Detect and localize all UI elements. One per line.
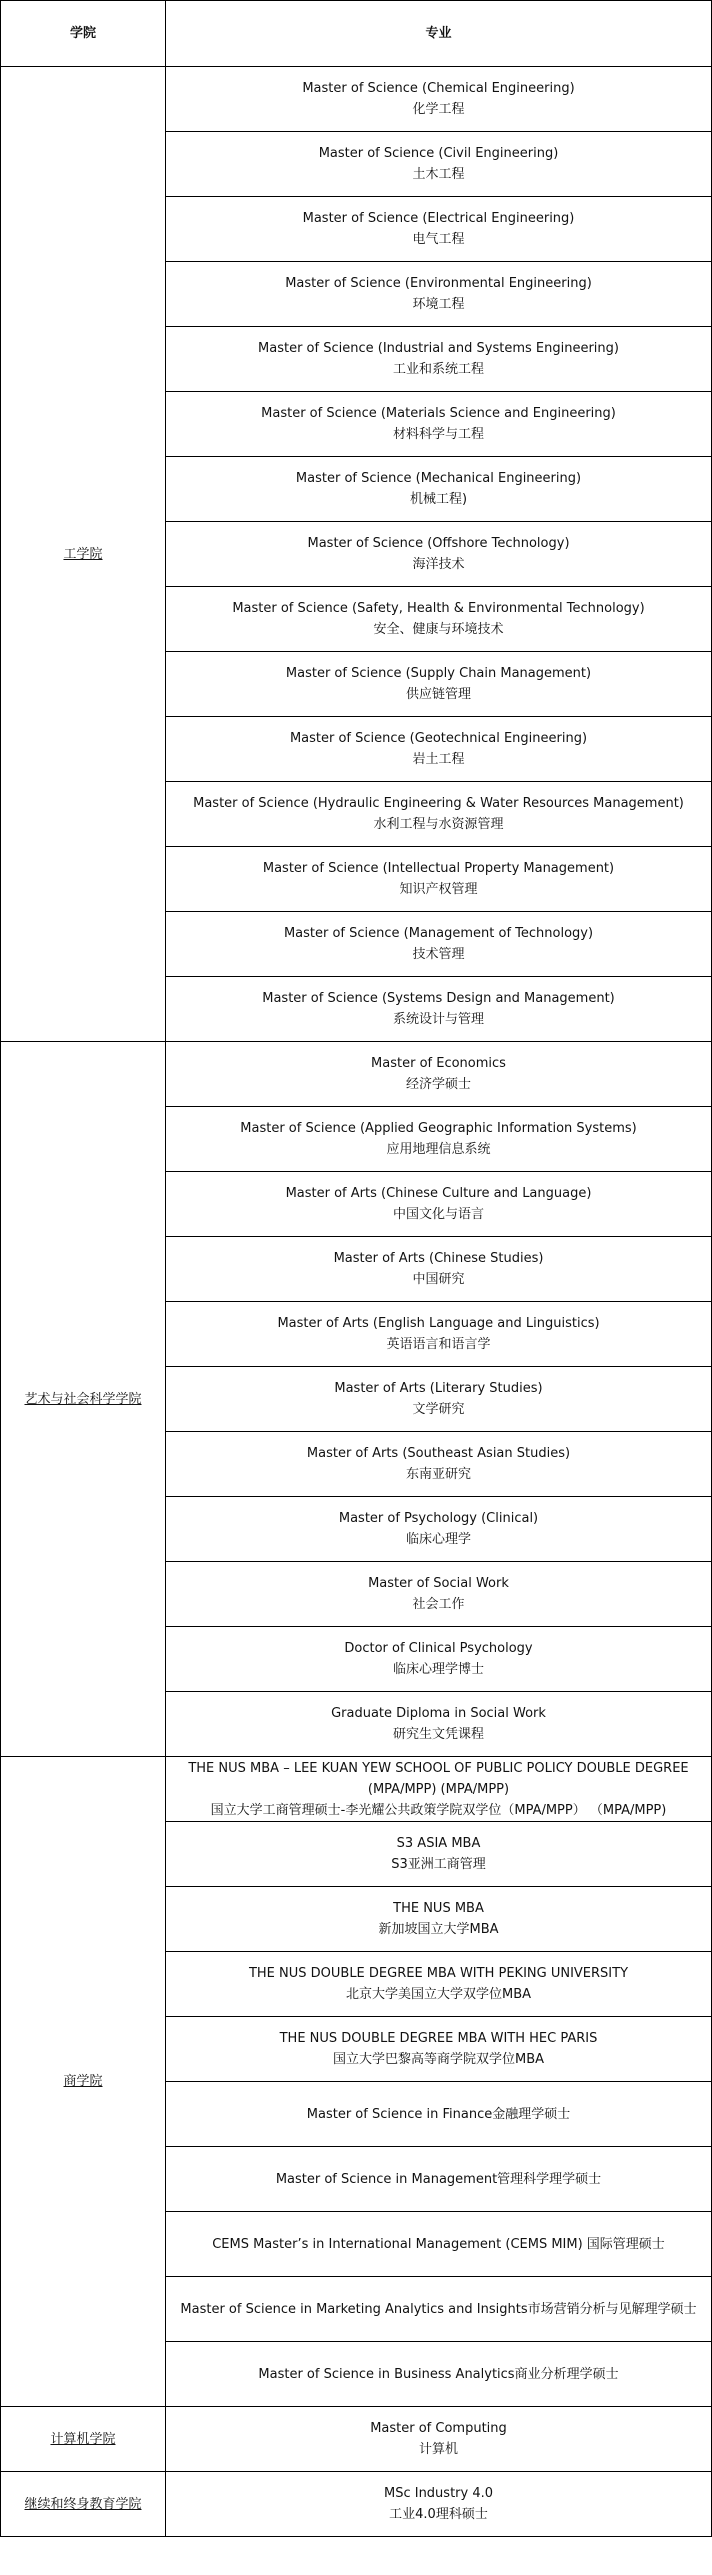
major-cell — [166, 2342, 712, 2407]
major-cell — [166, 1042, 712, 1107]
major-cell — [166, 2017, 712, 2082]
major-name-en: THE NUS MBA – LEE KUAN YEW SCHOOL OF PUBLIC POLICY DOUBLE DEGREE (MPA/MPP) (MPA/MPP) — [188, 1760, 689, 1797]
major-name-en: THE NUS DOUBLE DEGREE MBA WITH PEKING UNIVERSITY — [248, 1966, 629, 1981]
major-name-en: Master of Science (Mechanical Engineering) — [295, 471, 582, 486]
major-name-zh: 经济学硕士 — [405, 1077, 471, 1092]
major-cell — [166, 1302, 712, 1367]
major-name-en: Master of Arts (Chinese Culture and Language) — [285, 1186, 592, 1201]
major-name-zh: 岩土工程 — [412, 752, 465, 767]
major-name-en: Master of Science (Systems Design and Management) — [262, 991, 615, 1006]
major-name-en: Master of Arts (Chinese Studies) — [333, 1251, 544, 1266]
major-name-zh: 水利工程与水资源管理 — [373, 817, 504, 832]
major-name-zh: 安全、健康与环境技术 — [373, 622, 504, 637]
major-name-zh: S3亚洲工商管理 — [391, 1857, 486, 1872]
major-name-en: Graduate Diploma in Social Work — [331, 1706, 546, 1721]
major-name-en: MSc Industry 4.0 — [383, 2486, 494, 2501]
major-name-en: Master of Science (Environmental Engineering) — [285, 276, 592, 291]
major-cell — [166, 132, 712, 197]
major-cell — [166, 2147, 712, 2212]
table-row — [1, 1757, 712, 1822]
major-cell — [166, 1107, 712, 1172]
major-name-en: Master of Science (Electrical Engineering) — [302, 211, 575, 226]
major-name-zh: 文学研究 — [412, 1402, 465, 1417]
school-name-link[interactable]: 艺术与社会科学学院 — [1, 1042, 166, 1757]
major-name-zh: 社会工作 — [412, 1597, 465, 1612]
header-row — [1, 1, 712, 67]
major-name-zh: 临床心理学博士 — [392, 1662, 484, 1677]
major-name-zh: 化学工程 — [412, 102, 465, 117]
major-cell — [166, 197, 712, 262]
major-cell — [166, 1237, 712, 1302]
table-row — [1, 2472, 712, 2537]
major-name-en: Master of Science in Management管理科学理学硕士 — [275, 2171, 602, 2187]
major-name-zh: 国立大学工商管理硕士-李光耀公共政策学院双学位（MPA/MPP） （MPA/MPP) — [210, 1802, 667, 1818]
major-name-zh: 工业4.0理科硕士 — [389, 2507, 488, 2522]
major-cell — [166, 457, 712, 522]
school-name-link[interactable]: 继续和终身教育学院 — [1, 2472, 166, 2537]
major-cell — [166, 2277, 712, 2342]
major-name-zh: 英语语言和语言学 — [386, 1337, 491, 1352]
major-name-zh: 材料科学与工程 — [392, 427, 484, 442]
major-cell — [166, 2212, 712, 2277]
major-cell — [166, 1692, 712, 1757]
school-name-link[interactable]: 商学院 — [1, 1757, 166, 2407]
major-name-zh: 中国文化与语言 — [392, 1207, 484, 1222]
major-name-en: Master of Science (Management of Technology) — [283, 926, 594, 941]
major-name-en: Master of Science (Intellectual Property Management) — [262, 861, 615, 876]
major-cell — [166, 782, 712, 847]
major-name-zh: 电气工程 — [412, 232, 465, 247]
major-name-en: Master of Social Work — [368, 1576, 509, 1591]
major-name-en: Master of Arts (Southeast Asian Studies) — [306, 1446, 571, 1461]
major-name-zh: 工业和系统工程 — [392, 362, 484, 377]
major-name-en: Master of Science in Business Analytics商业分析理学硕士 — [258, 2366, 619, 2382]
major-name-en: Master of Science (Materials Science and Engineering) — [261, 406, 616, 421]
major-cell — [166, 2407, 712, 2472]
major-cell — [166, 1887, 712, 1952]
table-row — [1, 67, 712, 132]
major-name-zh: 北京大学美国立大学双学位MBA — [345, 1987, 532, 2002]
major-cell — [166, 847, 712, 912]
major-name-en: Master of Science (Geotechnical Engineering) — [289, 731, 588, 746]
major-cell — [166, 1432, 712, 1497]
major-cell — [166, 1172, 712, 1237]
major-name-en: Master of Science (Civil Engineering) — [318, 146, 559, 161]
major-column-header: 专业 — [166, 1, 712, 67]
major-cell — [166, 1952, 712, 2017]
major-name-en: Master of Computing — [370, 2421, 507, 2436]
major-name-en: Master of Science (Hydraulic Engineering & Water Resources Management) — [193, 796, 684, 811]
major-cell — [166, 1497, 712, 1562]
major-cell — [166, 977, 712, 1042]
major-name-en: CEMS Master’s in International Management (CEMS MIM) 国际管理硕士 — [212, 2236, 665, 2252]
major-cell — [166, 1627, 712, 1692]
major-name-zh: 新加坡国立大学MBA — [378, 1922, 499, 1937]
major-name-en: Master of Science (Chemical Engineering) — [302, 81, 575, 96]
major-name-zh: 技术管理 — [412, 947, 465, 962]
major-name-zh: 临床心理学 — [405, 1532, 471, 1547]
major-name-en: Master of Economics — [371, 1056, 506, 1071]
major-cell — [166, 1822, 712, 1887]
major-name-en: Master of Arts (Literary Studies) — [334, 1381, 543, 1396]
major-name-en: Doctor of Clinical Psychology — [344, 1641, 533, 1656]
major-cell — [166, 262, 712, 327]
major-name-zh: 知识产权管理 — [399, 882, 478, 897]
major-name-en: Master of Arts (English Language and Linguistics) — [277, 1316, 600, 1331]
major-cell — [166, 587, 712, 652]
school-column-header: 学院 — [1, 1, 166, 67]
major-cell — [166, 1757, 712, 1822]
major-name-zh: 东南亚研究 — [405, 1467, 471, 1482]
major-name-zh: 供应链管理 — [405, 687, 471, 702]
table-row — [1, 1042, 712, 1107]
major-cell — [166, 652, 712, 717]
major-name-en: Master of Science in Finance金融理学硕士 — [306, 2106, 571, 2122]
major-name-zh: 研究生文凭课程 — [392, 1727, 484, 1742]
major-name-en: Master of Psychology (Clinical) — [338, 1511, 539, 1526]
major-name-zh: 土木工程 — [412, 167, 465, 182]
major-name-zh: 应用地理信息系统 — [386, 1142, 491, 1157]
major-cell — [166, 327, 712, 392]
major-name-en: Master of Science (Applied Geographic Information Systems) — [240, 1121, 637, 1136]
school-name-link[interactable]: 计算机学院 — [1, 2407, 166, 2472]
major-name-zh: 海洋技术 — [412, 557, 465, 572]
major-name-zh: 计算机 — [418, 2442, 458, 2457]
major-name-en: Master of Science (Offshore Technology) — [307, 536, 570, 551]
major-name-en: Master of Science in Marketing Analytics and Insights市场营销分析与见解理学硕士 — [180, 2301, 697, 2317]
major-name-en: THE NUS DOUBLE DEGREE MBA WITH HEC PARIS — [279, 2031, 598, 2046]
major-name-en: Master of Science (Supply Chain Management) — [285, 666, 592, 681]
major-name-zh: 机械工程) — [409, 492, 468, 507]
major-cell — [166, 1562, 712, 1627]
major-cell — [166, 522, 712, 587]
major-cell — [166, 1367, 712, 1432]
table-row — [1, 2407, 712, 2472]
major-name-zh: 国立大学巴黎高等商学院双学位MBA — [332, 2052, 545, 2067]
major-cell — [166, 2472, 712, 2537]
major-cell — [166, 2082, 712, 2147]
major-cell — [166, 67, 712, 132]
table-body — [1, 67, 712, 2537]
major-name-zh: 环境工程 — [412, 297, 465, 312]
major-cell — [166, 717, 712, 782]
major-name-en: Master of Science (Industrial and Systems Engineering) — [258, 341, 619, 356]
major-name-en: S3 ASIA MBA — [396, 1836, 481, 1851]
major-cell — [166, 912, 712, 977]
major-name-en: Master of Science (Safety, Health & Environmental Technology) — [232, 601, 645, 616]
major-cell — [166, 392, 712, 457]
school-name-link[interactable]: 工学院 — [1, 67, 166, 1042]
major-name-en: THE NUS MBA — [393, 1901, 484, 1916]
major-name-zh: 中国研究 — [412, 1272, 465, 1287]
major-name-zh: 系统设计与管理 — [392, 1012, 484, 1027]
